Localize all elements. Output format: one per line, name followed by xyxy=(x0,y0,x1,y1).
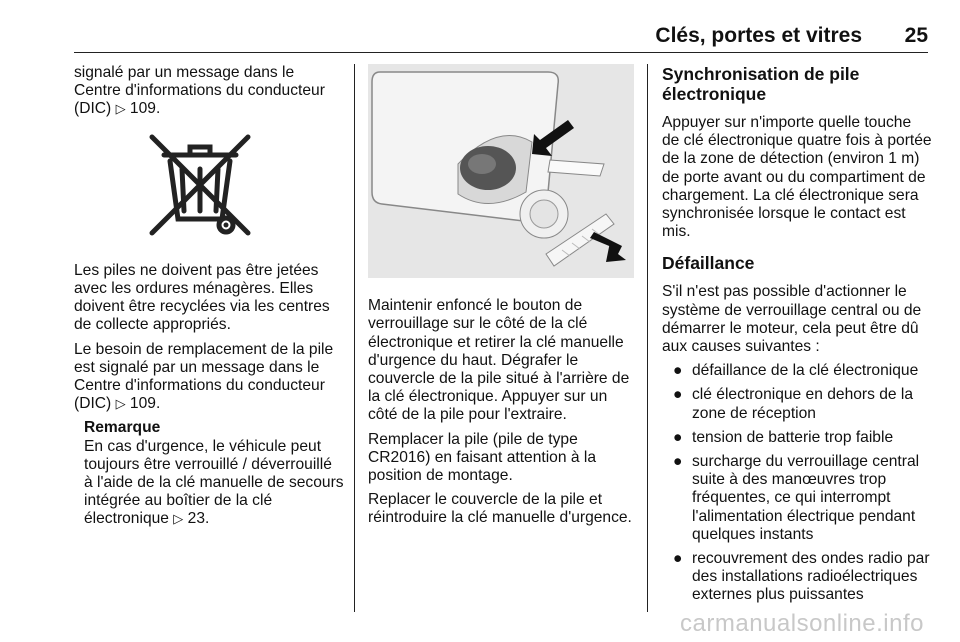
reference-arrow-icon: ▷ xyxy=(115,101,126,117)
watermark: carmanualsonline.info xyxy=(680,610,924,637)
page-header xyxy=(74,22,928,53)
list-item-text: défaillance de la clé électronique xyxy=(692,362,919,380)
reference-arrow-icon: ▷ xyxy=(173,511,184,527)
list-item-text: clé électronique en dehors de la zone de réception xyxy=(692,386,914,422)
key-battery-illustration xyxy=(368,64,634,278)
cause-list xyxy=(662,362,932,604)
page-title: Clés, portes et vitres xyxy=(655,24,862,47)
paragraph: Les piles ne doivent pas être jetées avec les ordures ménagères. Elles doivent être recyclées via les centres de collecte appropriés. xyxy=(74,261,330,334)
page-reference[interactable]: 109. xyxy=(129,395,161,413)
list-item-text: tension de batterie trop faible xyxy=(692,428,894,446)
bullet-icon: ● xyxy=(673,550,683,568)
column-1 xyxy=(74,64,344,529)
list-item xyxy=(662,386,932,422)
text: Le besoin de remplacement de la pile est signalé par un message dans le Centre d'informations du conducteur (DIC) xyxy=(74,340,334,413)
text: signalé par un message dans le Centre d'informations du conducteur (DIC) xyxy=(74,64,325,118)
list-item xyxy=(662,453,932,544)
column-divider-1 xyxy=(354,64,355,612)
page-reference[interactable]: 23. xyxy=(187,510,210,528)
bullet-icon: ● xyxy=(673,428,683,446)
list-item xyxy=(662,550,932,605)
text: En cas d'urgence, le véhicule peut toujours être verrouillé / déverrouillé à l'aide de la clé manuelle de secours intégrée au boîtier de la clé électronique xyxy=(84,437,344,528)
column-2 xyxy=(368,64,634,534)
paragraph: Maintenir enfoncé le bouton de verrouillage sur le côté de la clé électronique et retirer la clé manuelle d'urgence du haut. Dégrafer le couvercle de la pile situé à l'arrière de la clé électronique. Appuyer sur un côté de la pile pour l'extraire. xyxy=(368,297,630,424)
paragraph: Remplacer la pile (pile de type CR2016) en faisant attention à la position de montage. xyxy=(368,430,596,485)
note-text xyxy=(84,438,344,529)
section-heading: Défaillance xyxy=(662,253,755,274)
bullet-icon: ● xyxy=(673,453,683,471)
paragraph xyxy=(74,64,344,119)
paragraph: Appuyer sur n'importe quelle touche de clé électronique quatre fois à portée de la zone de détection (environ 1 m) de porte avant ou du compartiment de chargement. La clé électronique sera synchronisée lorsque le contact est mis. xyxy=(662,114,932,241)
paragraph: Replacer le couvercle de la pile et réintroduire la clé manuelle d'urgence. xyxy=(368,491,632,527)
column-3 xyxy=(662,64,932,611)
column-divider-2 xyxy=(647,64,648,612)
list-item xyxy=(662,429,932,447)
crossed-out-bin-icon xyxy=(144,133,256,239)
paragraph: S'il n'est pas possible d'actionner le système de verrouillage central ou de démarrer le moteur, cela peut être dû aux causes suivantes : xyxy=(662,283,922,356)
bullet-icon: ● xyxy=(673,362,683,380)
page-reference[interactable]: 109. xyxy=(129,100,161,118)
list-item-text: surcharge du verrouillage central suite à des manœuvres trop fréquentes, ce qui interrompt l'alimentation électrique pendant quelques instants xyxy=(692,453,920,543)
bullet-icon: ● xyxy=(673,386,683,404)
paragraph xyxy=(74,341,344,414)
note-heading: Remarque xyxy=(84,419,161,437)
reference-arrow-icon: ▷ xyxy=(115,396,126,412)
list-item xyxy=(662,362,932,380)
page-number: 25 xyxy=(904,24,928,47)
section-heading: Synchronisation de pile électronique xyxy=(662,64,860,104)
note-box xyxy=(84,419,344,528)
list-item-text: recouvrement des ondes radio par des installations radioélectriques externes plus puissantes xyxy=(692,550,930,604)
